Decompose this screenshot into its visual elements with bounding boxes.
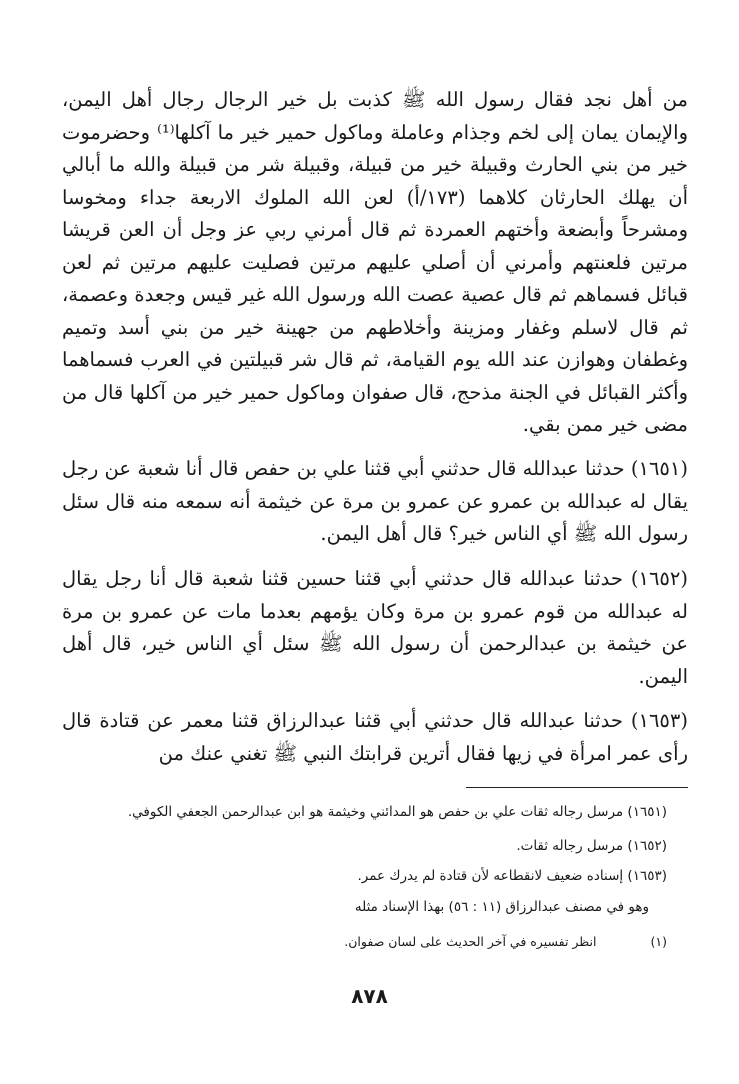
editor-note-text: انظر تفسيره في آخر الحديث على لسان صفوان. bbox=[344, 934, 597, 949]
paragraph-continuation: من أهل نجد فقال رسول الله ﷺ كذبت بل خير الرجال رجال أهل اليمن، والإيمان يمان إلى لخم وجذام وعاملة وماكول حمير خير ما آكلها⁽¹⁾ وحضرموت خير من بني الحارث وقبيلة خير من قبيلة، وقبيلة شر من قبيلة والله ما أبالي أن يهلك الحارثان كلاهما (١٧٣/أ) لعن الله الملوك الاربعة جداء ومخوسا ومشرحاً وأبضعة وأختهم العمردة ثم قال أمرني ربي عز وجل أن العن قريشا مرتين فلعنتهم وأمرني أن أصلي عليهم مرتين فصليت عليهم مرتين ثم لعن قبائل فسماهم ثم قال عصية عصت الله ورسول الله غير قيس وجعدة وعصمة، ثم قال لاسلم وغفار ومزينة وأخلاطهم من جهينة خير من بني أسد وتميم وغطفان وهوازن عند الله يوم القيامة، ثم قال شر قبيلتين في العرب فسماهما وأكثر القبائل في الجنة مذحج، قال صفوان وماكول حمير خير من آكلها قال من مضى خير ممن بقي. bbox=[62, 88, 688, 436]
editor-note bbox=[344, 932, 667, 952]
footnote-1652: (١٦٥٢) مرسل رجاله ثقات. bbox=[516, 838, 667, 854]
footnote-1651: (١٦٥١) مرسل رجاله ثقات علي بن حفص هو المدائني وخيثمة هو ابن عبدالرحمن الجعفي الكوفي. bbox=[127, 804, 667, 820]
hadith-1652: (١٦٥٢) حدثنا عبدالله قال حدثني أبي قثنا حسين قثنا شعبة قال أنا رجل يقال له عبدالله من قوم عمرو بن مرة وكان يؤمهم بعدما مات عن عمرو بن مرة عن خيثمة بن عبدالرحمن أن رسول الله ﷺ سئل أي الناس خير، قال أهل اليمن. bbox=[62, 567, 688, 688]
page-number: ٨٧٨ bbox=[351, 984, 388, 1008]
footnote-1653: (١٦٥٣) إسناده ضعيف لانقطاعه لأن قتادة لم يدرك عمر. bbox=[357, 868, 667, 884]
hadith-1651: (١٦٥١) حدثنا عبدالله قال حدثني أبي قثنا علي بن حفص قال أنا شعبة عن رجل يقال له عبدالله بن عمرو عن عمرو بن مرة عن خيثمة أنه سمعه منه قال سئل رسول الله ﷺ أي الناس خير؟ قال أهل اليمن. bbox=[62, 457, 688, 545]
editor-note-number: (١) bbox=[650, 934, 667, 949]
hadith-1653: (١٦٥٣) حدثنا عبدالله قال حدثني أبي قثنا عبدالرزاق قثنا معمر عن قتادة قال رأى عمر امرأة في زيها فقال أترين قرابتك النبي ﷺ تغني عنك من bbox=[62, 709, 688, 765]
footnote-source: وهو في مصنف عبدالرزاق (١١ : ٥٦) بهذا الإسناد مثله bbox=[354, 899, 649, 915]
footnote-separator bbox=[466, 787, 688, 788]
